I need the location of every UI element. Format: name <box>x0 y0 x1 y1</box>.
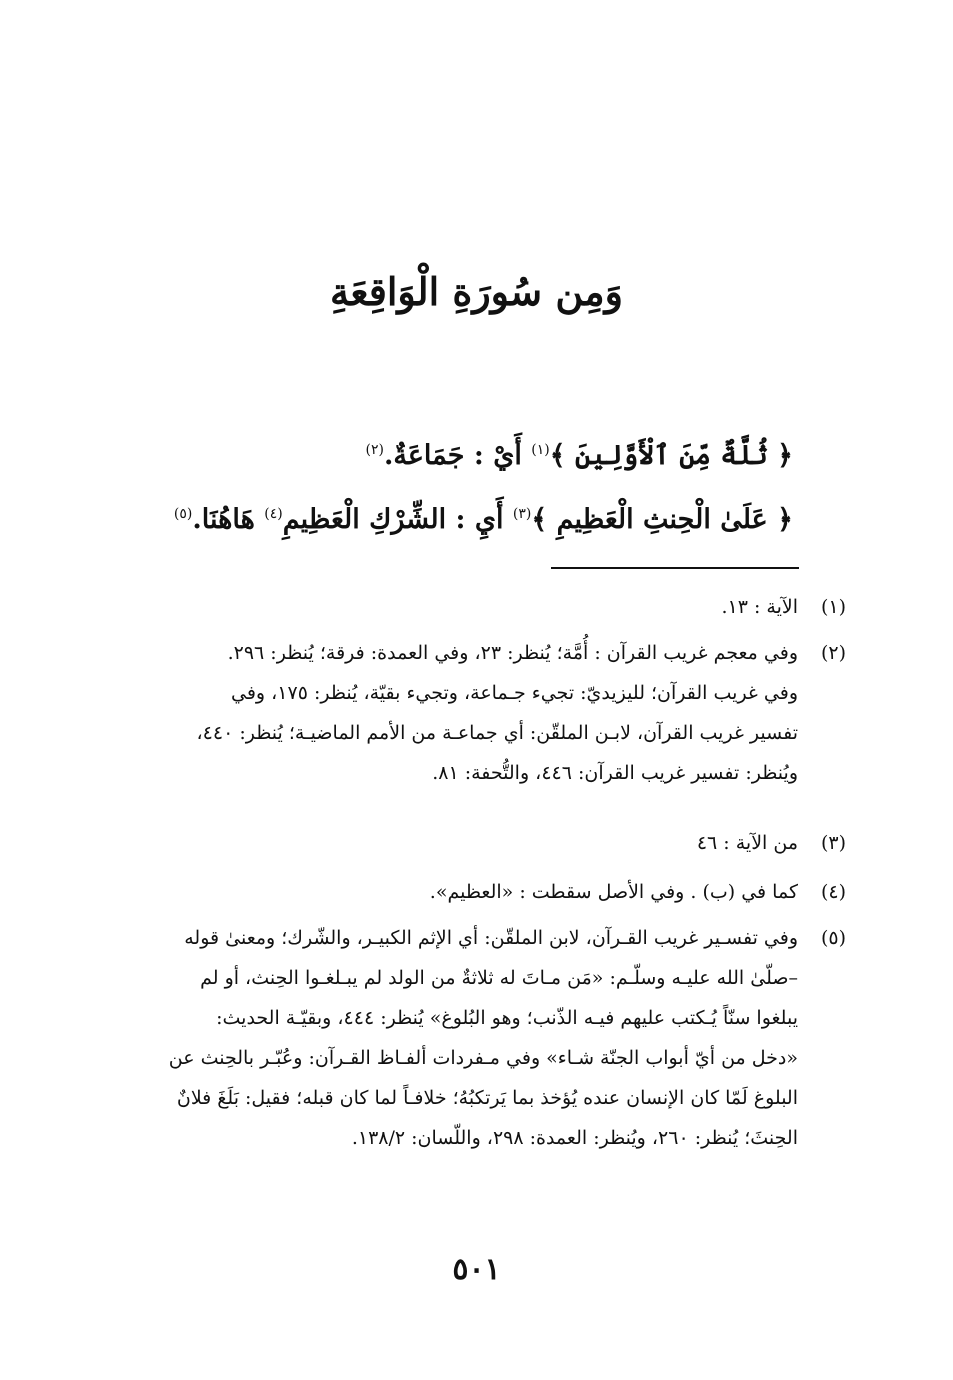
footnote-divider <box>551 567 799 569</box>
surah-title: وَمِن سُورَةِ الْوَاقِعَةِ <box>329 269 623 314</box>
verse-gloss: أَيْ : جَمَاعَةٌ. <box>383 440 532 471</box>
footnote-line: من الآية : ٤٦ <box>696 832 798 854</box>
footnote-2 <box>106 633 846 793</box>
footnote-number: (٤) <box>820 881 846 903</box>
footnote-3 <box>106 823 846 863</box>
footnote-line: وفي معجم غريب القرآن : أُمَّة؛ يُنظر: ٢٣، وفي العمدة: فرقة؛ يُنظر: ٢٩٦. <box>227 642 798 664</box>
footnote-line: كما في (ب) . وفي الأصل سقطت : «العظيم». <box>429 881 798 903</box>
footnote-line: ويُنظر: تفسير غريب القرآن: ٤٤٦، والتُّحفة: ٨١. <box>432 762 798 784</box>
footnote-1 <box>106 587 846 627</box>
footnote-ref: (٢) <box>365 442 384 458</box>
verse-line-2 <box>153 492 793 542</box>
verse-gloss: أَيِ : الشِّرْكِ الْعَظِيمِ <box>282 504 513 535</box>
footnote-4 <box>106 872 846 912</box>
footnote-ref: (١) <box>531 442 550 458</box>
footnote-line: الحِنثَ؛ يُنظر: ٢٦٠، ويُنظر: العمدة: ٢٩٨، واللّسان: ١٣٨/٢. <box>351 1127 798 1149</box>
footnote-line: البلوغ لَمّا كان الإنسان عنده يُؤخذ بما يَرتكبُهُ؛ خلافـاً لما كان قبله؛ فقيل: بَلَغَ فلانٌ <box>176 1087 798 1109</box>
footnote-number: (١) <box>820 596 846 618</box>
footnote-ref: (٣) <box>512 506 532 522</box>
footnote-line: وفي تفسـير غريب القـرآن، لابن الملقّن: أي الإثم الكبيـر، والشّرك؛ ومعنىٰ قوله <box>184 927 798 949</box>
footnote-line: الآية : ١٣. <box>721 596 798 618</box>
footnote-line: تفسير غريب القرآن، لابـن الملقّن: أي جماعـة من الأمم الماضيـة؛ يُنظر: ٤٤٠، <box>196 722 798 744</box>
footnote-5 <box>106 918 846 1158</box>
footnote-number: (٢) <box>820 642 846 664</box>
page-number: ٥٠١ <box>452 1252 501 1287</box>
footnote-line: –صلّىٰ الله عليـه وسلّـم: «مَن مـاتَ له ثلاثةٌ من الولد لم يبـلغـوا الحِنث، أو لم <box>200 967 798 989</box>
verse-tail: هَاهُنَا. <box>192 504 265 535</box>
footnote-ref: (٤) <box>264 506 283 522</box>
verse-quote: ﴿ ثُلَّةٌ مِّنَ ٱلْأَوَّلِينَ ﴾ <box>549 440 793 471</box>
verse-line-1 <box>153 428 793 478</box>
footnote-number: (٥) <box>820 927 846 949</box>
footnote-ref: (٥) <box>173 506 193 522</box>
footnote-number: (٣) <box>820 832 846 854</box>
footnote-line: يبلغوا سنّاً يُـكتب عليهم فيـه الذّنب؛ وهو البُلوغ» يُنظر: ٤٤٤، وبقيّـة الحديث: <box>216 1007 798 1029</box>
verse-quote: ﴿ عَلَىٰ الْحِنثِ الْعَظِيمِ ﴾ <box>531 504 793 535</box>
footnote-line: وفي غريب القرآن؛ لليزيديّ: تجيء جـماعة، وتجيء بقيّة، يُنظر: ١٧٥، وفي <box>231 682 798 704</box>
footnote-line: «دخل من أيّ أبواب الجنّة شـاء» وفي مـفردات ألفـاظ القـرآن: وعُبّـر بالحِنث عن <box>168 1047 798 1069</box>
